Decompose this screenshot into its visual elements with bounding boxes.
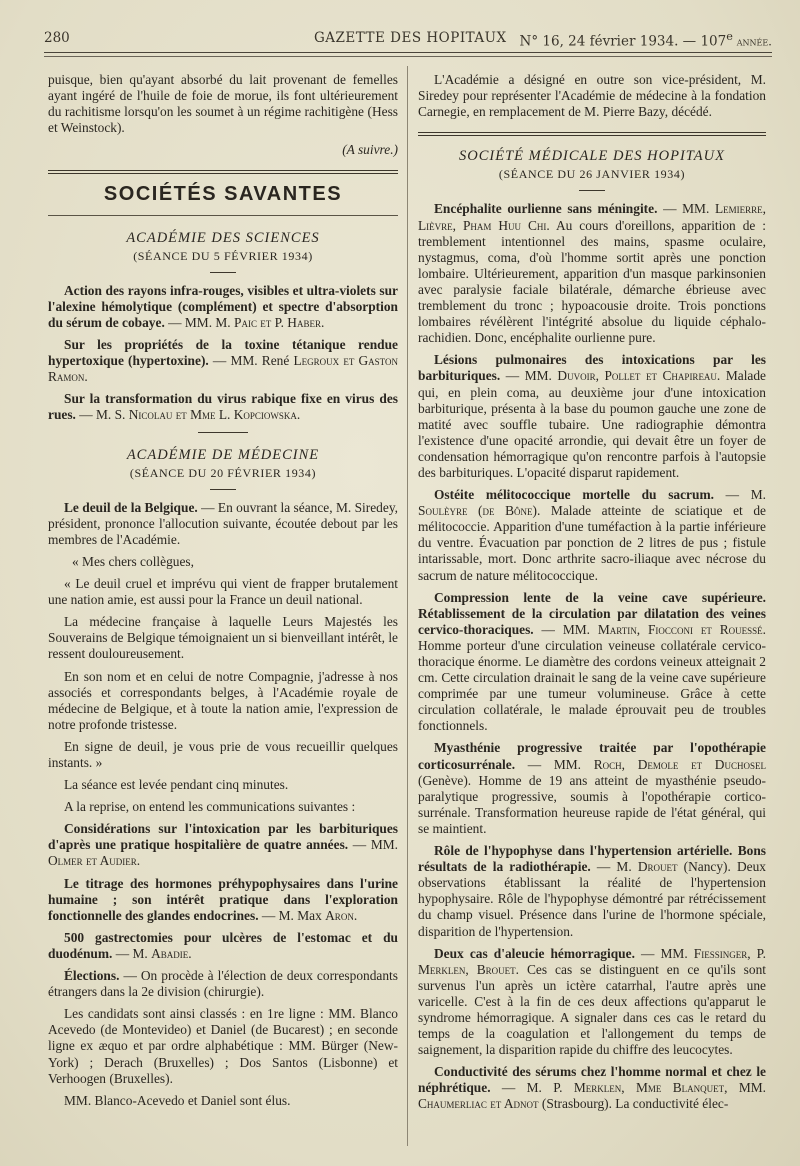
- quote-paragraph: La médecine française à laquelle Leurs Majestés les Souverains de Belgique témoignaient un si bienveillant intérêt, le ressent douloureusement.: [48, 614, 398, 662]
- header-rule: [44, 52, 772, 53]
- elected-paragraph: MM. Blanco-Acevedo et Daniel sont élus.: [64, 1092, 291, 1108]
- quote-paragraph: « Le deuil cruel et imprévu qui vient de frapper brutalement une nation amie, est aussi pour la France un deuil national.: [48, 576, 398, 608]
- elections-paragraph: Élections. — On procède à l'élection de deux correspondants étrangers dans la 2e division (chirurgie).: [48, 968, 398, 1000]
- mourning-paragraph: Le deuil de la Belgique. — En ouvrant la séance, M. Siredey, président, prononce l'allocution suivante, écoutée debout par les membres de l'Académie.: [48, 499, 398, 547]
- issue-info: N° 16, 24 février 1934. — 107e année.: [519, 30, 772, 50]
- communication-item: Rôle de l'hypophyse dans l'hypertension artérielle. Bons résultats de la radiothérapie. — M. Drouet (Nancy). Deux observations établissant la réalité de l'hypertension hypophysaire. Rôle de l'hypophyse démontré par rétrécissement du champ visuel. Présence dans l'urine de l'hormone spéciale, disparition de l'hypertension.: [418, 843, 766, 939]
- short-rule: [210, 272, 236, 273]
- academy-note: L'Académie a désigné en outre son vice-président, M. Siredey pour représenter l'Académie de médecine à la fondation Carnegie, en remplacement de M. Pierre Bazy, décédé.: [418, 72, 766, 120]
- communication-item: 500 gastrectomies pour ulcères de l'estomac et du duodénum. — M. Abadie.: [48, 929, 398, 961]
- communication-item: Encéphalite ourlienne sans méningite. — MM. Lemierre, Lièvre, Pham Huu Chi. Au cours d'oreillons, apparition de : tremblement intentionnel des mains, spasme oculaire, nystagmus, coma, d'où l'homme sortit après une ponction lombaire. Ultérieurement, apparition d'un masque parkinsonien avec paralysie faciale bilatérale, démarche ébrieuse avec tremblement du tronc ; hypoacousie droite. Trois ponctions lombaires révélèrent l'intégrité absolue du liquide céphalo-rachidien. Donc, encéphalite ourlienne pure.: [418, 201, 766, 346]
- page-header: [44, 30, 772, 52]
- to-follow-note: (A suivre.): [342, 142, 398, 158]
- communication-item: Lésions pulmonaires des intoxications par les barbituriques. — MM. Duvoir, Pollet et Chapireau. Malade qui, en plein coma, au deuxième jour d'une intoxication barbiturique, présenta à la base du poumon gauche une zone de matité avec souffle tubaire. Une radiographie démontra l'existence d'une opacité arrondie, qui devait être un foyer de condensation hémorragique qu'on rencontre parfois à l'autopsie des barbituriques. L'opacité disparut rapidement.: [418, 352, 766, 480]
- academy-sciences-session: (SÉANCE DU 5 FÉVRIER 1934): [133, 248, 313, 263]
- quote-paragraph: En signe de deuil, je vous prie de vous recueillir quelques instants. »: [48, 738, 398, 770]
- communication-item: Compression lente de la veine cave supérieure. Rétablissement de la circulation par dilatation des veines cervico-thoraciques. — MM. Martin, Fiocconi et Rouessé. Homme porteur d'une circulation veineuse collatérale cervico-thoracique énorme. Le diamètre des cordons veineux atteignait 2 cm. Cette circulation drainait le sang de la veine cave supérieure comprimée par une tumeur volumineuse. Grâce à cette circulation collatérale, le malade éprouvait peu de troubles fonctionnels.: [418, 589, 766, 734]
- candidates-paragraph: Les candidats sont ainsi classés : en 1re ligne : MM. Blanco Acevedo (de Montevideo) et Daniel (de Bucarest) ; en seconde ligne ex æquo et par ordre alphabétique : MM. Bürger (New-York) ; Derach (Bruxelles) ; Dos Santos (Lisbonne) et Verhoogen (Bruxelles).: [48, 1006, 398, 1086]
- academy-medicine-session: (SÉANCE DU 20 FÉVRIER 1934): [129, 465, 317, 480]
- communication-item: Ostéite mélitococcique mortelle du sacrum. — M. Soulèyre (de Bône). Malade atteinte de sciatique et de mélitococcie. Apparition d'une tuméfaction à la partie inférieure du ventre. Évacuation par ponction de 2 litres de pus ; fistule intarissable, mort. Donc arthrite sacro-iliaque avec nécrose du sacrum de nature mélitococcique.: [418, 487, 766, 583]
- short-rule: [579, 190, 605, 191]
- communication-item: Le titrage des hormones préhypophysaires dans l'urine humaine ; son intérêt pratique dans l'exploration fonctionnelle des glandes endocrines. — M. Max Aron.: [48, 875, 398, 923]
- section-rule: [418, 132, 766, 136]
- left-column: [48, 72, 398, 1115]
- quote-paragraph: En son nom et en celui de notre Compagnie, j'adresse à nos associés et correspondants belges, à l'Académie royale de médecine de Belgique, et à toute la nation amie, l'expression de notre profonde tristesse.: [48, 668, 398, 732]
- page-number: 280: [44, 30, 70, 46]
- right-column: [418, 72, 766, 1119]
- title-rule: [48, 215, 398, 216]
- academy-sciences-title: ACADÉMIE DES SCIENCES: [126, 229, 320, 246]
- short-rule: [198, 432, 248, 433]
- society-title: SOCIÉTÉ MÉDICALE DES HOPITAUX: [459, 148, 725, 165]
- section-rule: [48, 170, 398, 174]
- communication-item: Conductivité des sérums chez l'homme normal et chez le néphrétique. — M. P. Merklen, Mme Blanquet, MM. Chaumerliac et Adnot (Strasbourg). La conductivité élec-: [418, 1064, 766, 1112]
- communication-item: Sur la transformation du virus rabique fixe en virus des rues. — M. S. Nicolau et Mme L. Kopciowska.: [48, 391, 398, 423]
- journal-title: GAZETTE DES HOPITAUX: [314, 30, 507, 46]
- header-rule-thin: [44, 56, 772, 57]
- quote-line: « Mes chers collègues,: [72, 553, 194, 569]
- society-session: (SÉANCE DU 26 JANVIER 1934): [498, 167, 686, 182]
- communication-item: Considérations sur l'intoxication par les barbituriques d'après une pratique hospitalière de quatre années. — MM. Olmer et Audier.: [48, 821, 398, 869]
- session-note: La séance est levée pendant cinq minutes.: [64, 777, 289, 793]
- session-note: A la reprise, on entend les communications suivantes :: [64, 799, 356, 815]
- section-title: SOCIÉTÉS SAVANTES: [103, 183, 343, 206]
- short-rule: [210, 489, 236, 490]
- academy-medicine-title: ACADÉMIE DE MÉDECINE: [126, 446, 320, 463]
- column-separator: [407, 66, 408, 1146]
- communication-item: Action des rayons infra-rouges, visibles et ultra-violets sur l'alexine hémolytique (complément) et spectre d'absorption du sérum de cobaye. — MM. M. Paic et P. Haber.: [48, 282, 398, 330]
- intro-paragraph: puisque, bien qu'ayant absorbé du lait provenant de femelles ayant ingéré de l'huile de foie de morue, ils font ultérieurement du rachitisme lorsqu'on les soumet à un régime rachitigène (Hess et Weinstock).: [48, 72, 398, 136]
- communication-item: Deux cas d'aleucie hémorragique. — MM. Fiessinger, P. Merklen, Brouet. Ces cas se distinguent en ce qu'ils sont survenus l'un après un ictère catarrhal, l'autre après une varicelle. C'est à la fin de ces deux affections qu'apparut le syndrome hémorragique. A signaler dans ces cas le retard du temps de la coagulation et l'allongement du temps de saignement, la disparition rapide du chiffre des leucocytes.: [418, 945, 767, 1058]
- communication-item: Sur les propriétés de la toxine tétanique rendue hypertoxique (hypertoxine). — MM. René Legroux et Gaston Ramon.: [48, 337, 398, 385]
- communication-item: Myasthénie progressive traitée par l'opothérapie corticosurrénale. — MM. Roch, Demole et Duchosel (Genève). Homme de 19 ans atteint de myasthénie pseudo-paralytique progressive, soumis à l'opothérapie cortico-surrénale. Transformation heureuse rapide de l'état général, qui se maintient.: [418, 740, 766, 836]
